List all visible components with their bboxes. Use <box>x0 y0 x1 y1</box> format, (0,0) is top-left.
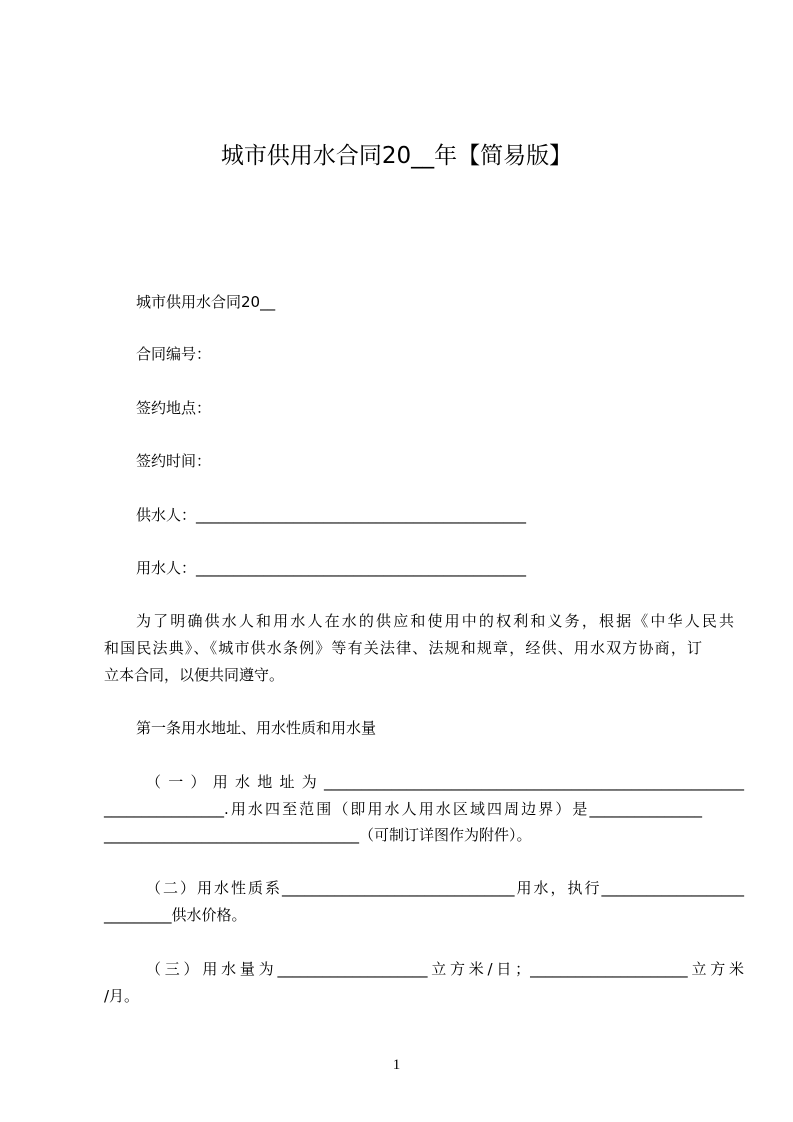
clause-2-line: （二）用水性质系_______________________________用水，执行___________________ <box>146 879 744 897</box>
clause-1-line: ________________.用水四至范围（即用水人用水区域四周边界）是_______________ <box>104 800 702 818</box>
clause-1-line: __________________________________（可制订详图作为附件）。 <box>104 826 532 844</box>
supplier-line: 供水人：____________________________________________ <box>136 506 527 524</box>
clause-2-line: _________供水价格。 <box>104 906 247 924</box>
clause-1-line: （一）用水地址为________________________________________________________ <box>146 773 744 791</box>
contract-number-label: 合同编号： <box>136 345 212 363</box>
sign-place-label: 签约地点： <box>136 399 212 417</box>
document-title: 城市供用水合同20__年【简易版】 <box>220 143 573 169</box>
intro-paragraph-line: 立本合同，以便共同遵守。 <box>104 666 285 684</box>
clause-3-line: /月。 <box>104 987 140 1005</box>
article-1-title: 第一条用水地址、用水性质和用水量 <box>136 719 377 737</box>
sign-time-label: 签约时间： <box>136 452 212 470</box>
user-line: 用水人：____________________________________________ <box>136 559 527 577</box>
heading-line: 城市供用水合同20__ <box>136 293 276 311</box>
clause-3-line: （三）用水量为____________________立方米/日；_____________________立方米 <box>146 960 744 978</box>
intro-paragraph-line: 和国民法典》、《城市供水条例》等有关法律、法规和规章，经供、用水双方协商，订 <box>104 639 702 657</box>
intro-paragraph-line: 为了明确供水人和用水人在水的供应和使用中的权利和义务，根据《中华人民共 <box>136 612 734 630</box>
page-number: 1 <box>392 1057 401 1073</box>
